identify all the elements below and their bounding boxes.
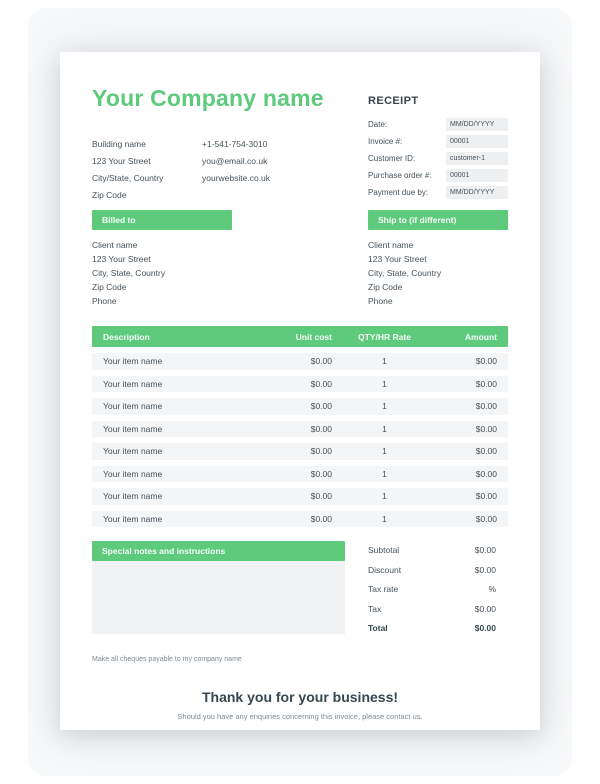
item-amount: $0.00 xyxy=(475,401,497,412)
table-row xyxy=(92,466,508,483)
table-row xyxy=(92,488,508,505)
total-value: $0.00 xyxy=(474,603,496,614)
company-contact-column xyxy=(202,136,312,204)
items-table-body xyxy=(92,353,508,527)
ship-to-lines xyxy=(368,238,508,308)
items-table-header xyxy=(92,326,508,347)
item-description: Your item name xyxy=(103,491,163,502)
item-qty-rate: 1 xyxy=(382,378,387,389)
col-amount: Amount xyxy=(464,331,497,342)
item-unit-cost: $0.00 xyxy=(310,491,332,502)
receipt-field-row xyxy=(368,118,508,131)
totals-section xyxy=(368,541,508,639)
item-qty-rate: 1 xyxy=(382,401,387,412)
item-unit-cost: $0.00 xyxy=(310,513,332,524)
total-value: $0.00 xyxy=(474,623,496,633)
ship-to-header: Ship to (if different) xyxy=(368,210,508,230)
total-row xyxy=(368,600,508,620)
receipt-field-label: Invoice #: xyxy=(368,137,403,146)
document-header xyxy=(92,86,508,204)
col-description: Description xyxy=(103,331,150,342)
cheques-note: Make all cheques payable to my company name xyxy=(92,655,242,663)
item-unit-cost: $0.00 xyxy=(310,446,332,457)
company-address-line: 123 Your Street xyxy=(92,156,151,166)
item-description: Your item name xyxy=(103,468,163,479)
company-address-line: Zip Code xyxy=(92,190,127,200)
ship-to-line: Zip Code xyxy=(368,282,403,292)
item-unit-cost: $0.00 xyxy=(310,378,332,389)
item-amount: $0.00 xyxy=(475,491,497,502)
table-row xyxy=(92,376,508,393)
item-qty-rate: 1 xyxy=(382,468,387,479)
total-label: Tax rate xyxy=(368,584,399,594)
receipt-meta-block xyxy=(368,95,508,204)
billed-to-line: Zip Code xyxy=(92,282,127,292)
company-name: Your Company name xyxy=(92,85,324,111)
total-label: Discount xyxy=(368,564,402,575)
item-qty-rate: 1 xyxy=(382,491,387,502)
enquiries-note: Should you have any enquiries concerning this invoice, please contact us. xyxy=(177,711,423,721)
receipt-field-row xyxy=(368,169,508,182)
item-amount: $0.00 xyxy=(475,356,497,367)
item-unit-cost: $0.00 xyxy=(310,401,332,412)
total-label: Total xyxy=(368,623,388,633)
table-row xyxy=(92,353,508,370)
company-address-line: Building name xyxy=(92,139,146,149)
total-row xyxy=(368,561,508,581)
item-unit-cost: $0.00 xyxy=(310,423,332,434)
receipt-field-label: Customer ID: xyxy=(368,154,416,163)
ship-to-line: Phone xyxy=(368,296,393,306)
item-unit-cost: $0.00 xyxy=(310,468,332,479)
total-row xyxy=(368,580,508,600)
billed-to-section xyxy=(92,210,368,308)
item-amount: $0.00 xyxy=(475,468,497,479)
company-address-column xyxy=(92,136,202,204)
table-row xyxy=(92,443,508,460)
billed-to-line: Phone xyxy=(92,296,117,306)
company-address-line: City/State, Country xyxy=(92,173,164,183)
total-value: $0.00 xyxy=(474,545,496,555)
company-block xyxy=(92,86,324,204)
col-unit-cost: Unit cost xyxy=(295,331,332,342)
receipt-field-value[interactable]: MM/DD/YYYY xyxy=(446,186,508,199)
item-amount: $0.00 xyxy=(475,446,497,457)
item-qty-rate: 1 xyxy=(382,423,387,434)
total-label: Subtotal xyxy=(368,545,400,555)
table-row xyxy=(92,421,508,438)
col-qty-hr-rate: QTY/HR Rate xyxy=(358,331,411,342)
special-notes-box[interactable] xyxy=(92,561,345,634)
ship-to-line: Client name xyxy=(368,240,414,250)
receipt-field-row xyxy=(368,135,508,148)
receipt-field-row xyxy=(368,152,508,165)
company-contact-line: +1-541-754-3010 xyxy=(202,139,268,149)
ship-to-line: 123 Your Street xyxy=(368,254,427,264)
table-row xyxy=(92,511,508,528)
company-contact-grid xyxy=(92,136,324,204)
items-table xyxy=(92,326,508,527)
company-contact-line: yourwebsite.co.uk xyxy=(202,173,271,183)
receipt-title: RECEIPT xyxy=(368,95,419,107)
notes-and-totals-section xyxy=(92,541,508,639)
thank-you-message: Thank you for your business! xyxy=(201,688,399,705)
item-qty-rate: 1 xyxy=(382,513,387,524)
item-amount: $0.00 xyxy=(475,513,497,524)
billed-to-line: City, State, Country xyxy=(92,268,166,278)
item-description: Your item name xyxy=(103,513,163,524)
total-value: % xyxy=(488,584,496,594)
billed-to-line: 123 Your Street xyxy=(92,254,151,264)
total-label: Tax xyxy=(368,603,382,614)
total-value: $0.00 xyxy=(474,564,496,575)
table-row xyxy=(92,398,508,415)
receipt-field-value[interactable]: MM/DD/YYYY xyxy=(446,118,508,131)
receipt-field-value[interactable]: 00001 xyxy=(446,135,508,148)
item-description: Your item name xyxy=(103,401,163,412)
item-description: Your item name xyxy=(103,423,163,434)
item-qty-rate: 1 xyxy=(382,356,387,367)
item-description: Your item name xyxy=(103,446,163,457)
item-qty-rate: 1 xyxy=(382,446,387,457)
receipt-field-row xyxy=(368,186,508,199)
item-description: Your item name xyxy=(103,378,163,389)
billed-to-header: Billed to xyxy=(92,210,232,230)
special-notes-section xyxy=(92,541,345,639)
item-unit-cost: $0.00 xyxy=(310,356,332,367)
total-row xyxy=(368,619,508,639)
document-footer xyxy=(92,689,508,722)
receipt-field-value[interactable]: customer-1 xyxy=(446,152,508,165)
receipt-document xyxy=(60,52,540,730)
ship-to-section xyxy=(368,210,508,308)
item-amount: $0.00 xyxy=(475,423,497,434)
item-amount: $0.00 xyxy=(475,378,497,389)
total-row xyxy=(368,541,508,561)
billed-to-lines xyxy=(92,238,368,308)
receipt-field-label: Payment due by: xyxy=(368,188,429,197)
receipt-field-value[interactable]: 00001 xyxy=(446,169,508,182)
receipt-fields xyxy=(368,118,508,199)
company-contact-line: you@email.co.uk xyxy=(202,156,268,166)
receipt-field-label: Purchase order #: xyxy=(368,171,432,180)
billed-to-line: Client name xyxy=(92,240,138,250)
ship-to-line: City, State, Country xyxy=(368,268,442,278)
special-notes-header: Special notes and instructions xyxy=(92,541,345,561)
item-description: Your item name xyxy=(103,356,163,367)
receipt-field-label: Date: xyxy=(368,120,388,129)
parties-section xyxy=(92,210,508,308)
